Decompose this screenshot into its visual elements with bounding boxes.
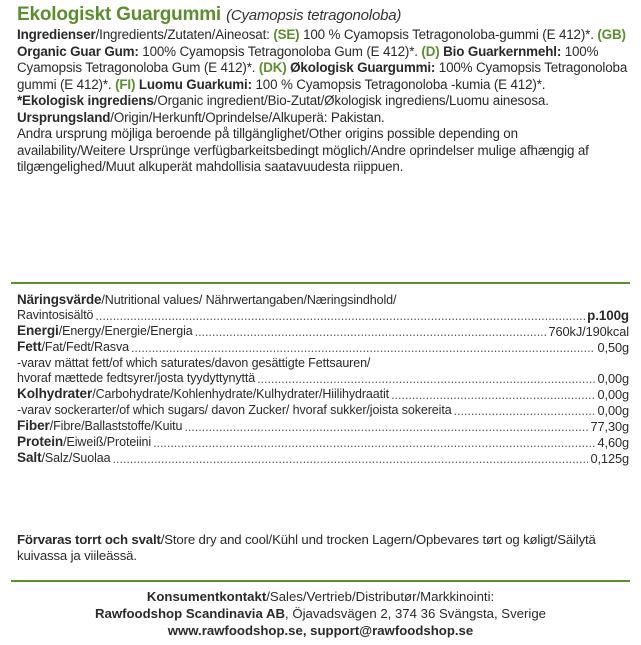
product-name-dk: Økologisk Guargummi: — [290, 60, 436, 75]
sugars-value: 0,00g — [597, 403, 629, 419]
lang-code-dk: (DK) — [258, 60, 287, 75]
table-row — [17, 308, 629, 324]
product-name-gb: Organic Guar Gum: — [17, 43, 139, 59]
ingredients-label: Ingredienser — [17, 27, 96, 42]
origin-note: Andra ursprung möjliga beroende på tillgänglighet/Other origins possible depending on availability/Weitere Ursprünge verfügbarkeitsbedingt möglich/Andre oprindelser mulige afhængig af tilgængelighed/Muut alkuperät mahdollisia saatavuudesta riippuen. — [17, 126, 589, 174]
saturates-rest: hvoraf mættede fedtsyrer/josta tyydyttynyttä — [17, 371, 256, 386]
organic-label: *Ekologisk ingrediens — [17, 93, 154, 108]
fiber-value: 77,30g — [590, 419, 629, 435]
energy-label: Energi — [17, 322, 59, 338]
storage-info — [17, 532, 629, 564]
leader-dots — [391, 387, 595, 403]
table-row-sugars — [17, 403, 629, 419]
table-row-saturates — [17, 371, 629, 387]
lang-code-gb: (GB) — [597, 27, 626, 42]
contact-line2 — [11, 605, 630, 622]
leader-dots — [184, 419, 588, 435]
lang-code-fi: (FI) — [115, 76, 136, 92]
product-name-fi: Luomu Guarkumi: — [135, 76, 252, 92]
carbs-label: Kolhydrater — [17, 386, 93, 402]
organic-rest: /Organic ingredient/Bio-Zutat/Økologisk ingrediens/Luomu ainesosa. — [153, 93, 549, 108]
origin-text: /Origin/Herkunft/Oprindelse/Alkuperä: Pakistan. — [110, 109, 385, 125]
origin-line — [17, 110, 629, 127]
ingredients-paragraph — [17, 27, 629, 93]
nutrition-header-label: Näringsvärde — [17, 292, 102, 307]
energy-value: 760kJ/190kcal — [548, 323, 629, 339]
table-row-protein — [17, 435, 629, 451]
leader-dots — [153, 435, 595, 451]
carbs-value: 0,00g — [597, 387, 629, 403]
ingredients-se: 100 % Cyamopsis Tetragonoloba-gummi (E 412)*. — [299, 27, 598, 42]
contact-line1 — [11, 588, 630, 605]
per-100g: p.100g — [587, 307, 629, 323]
storage-text: /Store dry and cool/Kühl und trocken Lagern/Opbevares tørt og køligt/Säilytä kuivassa ja viileässä. — [17, 532, 596, 563]
energy-rest: /Energy/Energie/Energia — [58, 323, 193, 338]
ingredients-dk: 100% Cyamopsis Tetragonoloba gummi (E 412)*. — [17, 60, 628, 92]
company-name: Rawfoodshop Scandinavia AB — [94, 606, 286, 621]
nutrition-header-rest: /Nutritional values/ Nährwertangaben/Næringsindhold/ — [101, 293, 397, 307]
sugars-rest: -varav sockerarter/of which sugars/ davon Zucker/ hvoraf sukker/joista sokereita — [17, 403, 452, 418]
divider-top — [11, 282, 630, 284]
salt-label: Salt — [17, 449, 42, 465]
contact-label: Konsumentkontakt — [146, 589, 267, 604]
protein-value: 4,60g — [597, 435, 629, 450]
leader-dots — [113, 451, 589, 467]
fat-label: Fett — [17, 338, 42, 354]
company-address: , Öjavadsvägen 2, 374 36 Svängsta, Sverige — [285, 606, 547, 621]
lang-code-se: (SE) — [273, 27, 300, 42]
fiber-rest: /Fibre/Ballaststoffe/Kuitu — [49, 419, 183, 434]
contact-web: www.rawfoodshop.se, support@rawfoodshop.se — [167, 623, 474, 638]
carbs-rest: /Carbohydrate/Kohlenhydrate/Kulhydrater/Hiilihydraatit — [92, 387, 390, 402]
nutrition-table — [17, 292, 629, 467]
contact-label-rest: /Sales/Vertrieb/Distributør/Markkinointi: — [266, 589, 495, 604]
ingredients-gb: 100% Cyamopsis Tetragonoloba Gum (E 412)*. — [138, 43, 422, 59]
table-row-fiber — [17, 419, 629, 435]
contact-info — [11, 588, 630, 639]
ingredients-text — [17, 27, 629, 176]
fat-value: 0,50g — [597, 339, 629, 355]
product-name: Ekologiskt Guargummi — [17, 4, 221, 25]
ingredients-d: 100% Cyamopsis Tetragonoloba Gum (E 412)*. — [17, 43, 599, 75]
table-row-fat — [17, 340, 629, 356]
fiber-label: Fiber — [17, 418, 50, 434]
saturates-value: 0,00g — [597, 371, 629, 387]
protein-label: Protein — [17, 434, 64, 449]
leader-dots — [257, 371, 595, 387]
origin-label: Ursprungsland — [17, 109, 111, 125]
fat-rest: /Fat/Fedt/Rasva — [41, 339, 129, 354]
leader-dots — [454, 403, 596, 419]
salt-rest: /Salz/Suolaa — [41, 450, 111, 465]
product-name-d: Bio Guarkernmehl: — [439, 43, 562, 59]
storage-label: Förvaras torrt och svalt — [17, 532, 161, 547]
organic-note — [17, 93, 629, 110]
nutrition-header-line2: Ravintosisältö — [17, 307, 94, 322]
lang-code-d: (D) — [421, 43, 440, 59]
leader-dots — [95, 308, 585, 324]
protein-rest: /Eiweiß/Proteiini — [63, 435, 152, 449]
product-title — [17, 4, 629, 26]
nutrition-header — [17, 292, 629, 308]
leader-dots — [131, 340, 596, 356]
ingredients-section — [17, 4, 629, 176]
leader-dots — [195, 324, 547, 340]
ingredients-fi: 100 % Cyamopsis Tetragonoloba -kumia (E 412)*. — [251, 76, 546, 92]
table-row-salt — [17, 451, 629, 467]
latin-name: (Cyamopsis tetragonoloba) — [226, 7, 402, 24]
salt-value: 0,125g — [590, 450, 629, 466]
ingredients-label-rest: /Ingredients/Zutaten/Aineosat: — [95, 27, 274, 42]
divider-bottom — [11, 580, 630, 582]
table-row-carbs — [17, 387, 629, 403]
table-row-energy — [17, 324, 629, 340]
saturates-line1: -varav mättat fett/of which saturates/davon gesättigte Fettsauren/ — [17, 355, 371, 370]
